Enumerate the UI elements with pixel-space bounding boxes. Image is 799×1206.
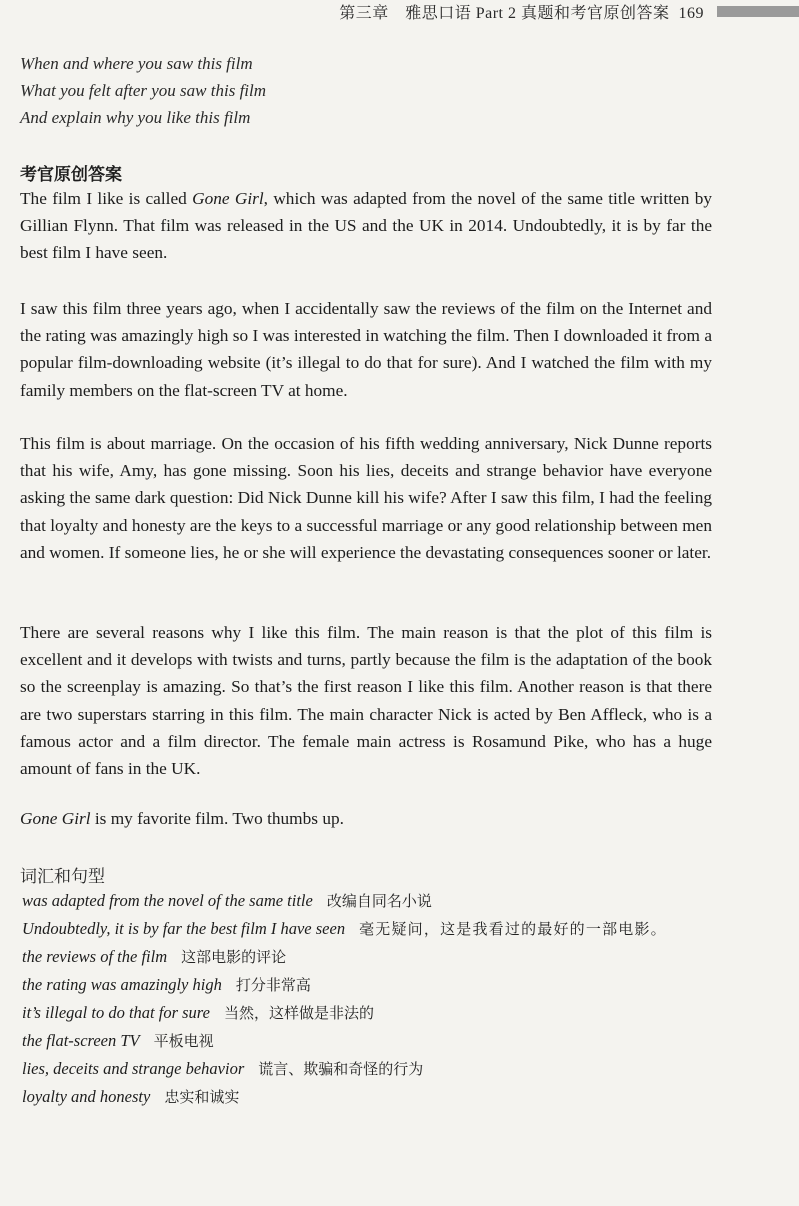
vocab-chinese: 打分非常高 [235, 976, 311, 994]
paragraph-conclusion [20, 805, 712, 832]
running-head [339, 0, 704, 23]
vocab-chinese: 改编自同名小说 [326, 892, 432, 910]
film-title-emphasis: Gone Girl [192, 189, 264, 208]
prompt-line: And explain why you like this film [20, 108, 251, 127]
vocab-section-title: 词汇和句型 [20, 867, 105, 887]
vocab-item [22, 999, 712, 1027]
vocab-item [22, 1083, 712, 1111]
vocab-item [22, 1027, 712, 1055]
page-header [0, 0, 799, 24]
vocab-item [22, 971, 712, 999]
page-number: 169 [678, 5, 704, 22]
cue-card-prompts [20, 50, 720, 131]
prompt-line: What you felt after you saw this film [20, 81, 267, 100]
vocab-item [22, 1055, 712, 1083]
paragraph-text: , which was adapted from the novel of the same title written by Gillian Flynn. That film was released in the US and the UK in 2014. Undoubtedly, it is by far the best film I have seen. [20, 189, 712, 263]
vocab-english: was adapted from the novel of the same title [22, 891, 313, 910]
vocab-chinese: 谎言、欺骗和奇怪的行为 [258, 1060, 424, 1078]
vocab-english: the reviews of the film [22, 947, 168, 966]
vocab-english: the flat-screen TV [22, 1031, 140, 1050]
vocab-english: Undoubtedly, it is by far the best film I have seen [22, 919, 346, 938]
answer-section-title: 考官原创答案 [20, 165, 122, 185]
running-head-title: 第三章 雅思口语 Part 2 真题和考官原创答案 [339, 5, 670, 22]
prompt-line: When and where you saw this film [20, 54, 253, 73]
header-tab-bar [717, 6, 799, 17]
vocab-chinese: 忠实和诚实 [164, 1088, 240, 1106]
vocab-list [22, 887, 712, 1111]
vocab-item [22, 915, 712, 943]
vocab-chinese: 这部电影的评论 [181, 948, 287, 966]
paragraph-plot-feelings: This film is about marriage. On the occasion of his fifth wedding anniversary, Nick Dunne reports that his wife, Amy, has gone missing. Soon his lies, deceits and strange behavior have everyone asking the same dark question: Did Nick Dunne kill his wife? After I saw this film, I had the feeling that loyalty and honesty are the keys to a successful marriage or any good relationship between men and women. If someone lies, he or she will experience the devastating consequences sooner or later. [20, 434, 712, 562]
vocab-chinese: 当然，这样做是非法的 [223, 1004, 374, 1022]
paragraph-reasons: There are several reasons why I like this film. The main reason is that the plot of this film is excellent and it develops with twists and turns, partly because the film is the adaptation of the book so the screenplay is amazing. So that’s the first reason I like this film. Another reason is that there are two superstars starring in this film. The main character Nick is acted by Ben Affleck, who is a famous actor and a film director. The female main actress is Rosamund Pike, who has a huge amount of fans in the UK. [20, 623, 712, 779]
vocab-english: lies, deceits and strange behavior [22, 1059, 245, 1078]
vocab-english: loyalty and honesty [22, 1087, 151, 1106]
vocab-item [22, 943, 712, 971]
vocab-english: it’s illegal to do that for sure [22, 1003, 210, 1022]
vocab-chinese: 平板电视 [153, 1032, 214, 1050]
vocab-chinese: 毫无疑问，这是我看过的最好的一部电影。 [359, 920, 667, 938]
vocab-item [22, 887, 712, 915]
paragraph-when-where: I saw this film three years ago, when I accidentally saw the reviews of the film on the Internet and the rating was amazingly high so I was interested in watching the film. Then I downloaded it from a popular film-downloading website (it’s illegal to do that for sure). And I watched the film with my family members on the flat-screen TV at home. [20, 299, 712, 400]
paragraph-text: The film I like is called [20, 189, 193, 208]
film-title-emphasis: Gone Girl [20, 809, 91, 828]
vocab-english: the rating was amazingly high [22, 975, 222, 994]
paragraph-intro [20, 185, 712, 267]
paragraph-text: is my favorite film. Two thumbs up. [90, 809, 344, 828]
